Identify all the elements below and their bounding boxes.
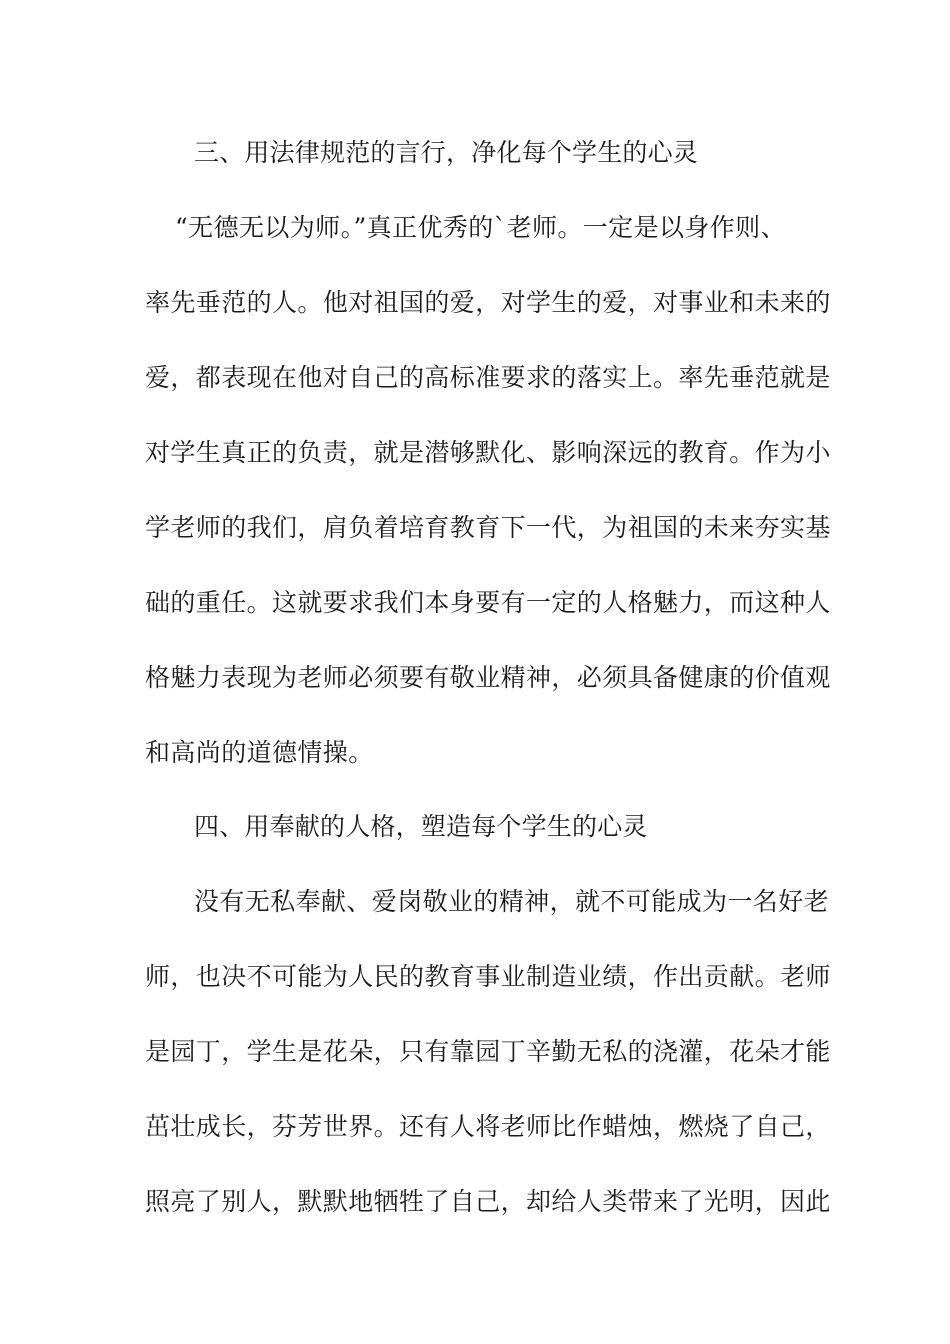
- paragraph-line: 格魅力表现为老师必须要有敬业精神，必须具备健康的价值观: [145, 663, 831, 692]
- paragraph-line: 率先垂范的人。他对祖国的爱，对学生的爱，对事业和未来的: [145, 288, 831, 317]
- paragraph-line: 学老师的我们，肩负着培育教育下一代，为祖国的未来夯实基: [145, 513, 831, 542]
- paragraph-line: 是园丁，学生是花朵，只有靠园丁辛勤无私的浇灌，花朵才能: [145, 1037, 831, 1066]
- paragraph-line: 爱，都表现在他对自己的高标准要求的落实上。率先垂范就是: [145, 363, 831, 392]
- paragraph-line: 础的重任。这就要求我们本身要有一定的人格魅力，而这种人: [145, 588, 831, 617]
- paragraph-line: 和高尚的道德情操。: [145, 738, 374, 767]
- paragraph-line: “无德无以为师。”真正优秀的`老师。一定是以身作则、: [175, 213, 786, 242]
- paragraph-line: 没有无私奉献、爱岗敬业的精神，就不可能成为一名好老: [194, 887, 830, 916]
- paragraph-line: 茁壮成长，芬芳世界。还有人将老师比作蜡烛，燃烧了自己，: [145, 1112, 831, 1141]
- paragraph-line: 师，也决不可能为人民的教育事业制造业绩，作出贡献。老师: [145, 962, 831, 991]
- section-heading-4: 四、用奉献的人格，塑造每个学生的心灵: [194, 812, 648, 841]
- paragraph-line: 照亮了别人，默默地牺牲了自己，却给人类带来了光明，因此: [145, 1187, 831, 1216]
- section-heading-3: 三、用法律规范的言行，净化每个学生的心灵: [194, 138, 699, 167]
- paragraph-line: 对学生真正的负责，就是潜够默化、影响深远的教育。作为小: [145, 438, 831, 467]
